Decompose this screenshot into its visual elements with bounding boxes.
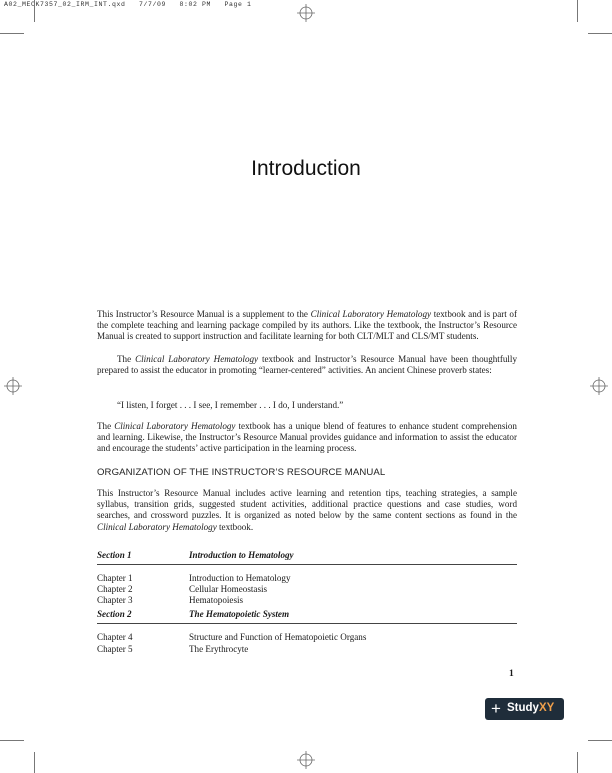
paragraph-4-text-before: This Instructor’s Resource Manual includes active learning and retention tips, teaching strategies, a sample syllabus, transition grids, suggested student activities, additional practice questions and case studies, word searches, and crossword puzzles. It is organized as noted below by the same content sections as found in the	[97, 488, 517, 521]
paragraph-1-book-title: Clinical Laboratory Hematology	[310, 309, 432, 319]
page-title: Introduction	[251, 157, 361, 180]
paragraph-3-book-title: Clinical Laboratory Hematology	[114, 421, 236, 431]
studyxy-badge[interactable]	[485, 698, 564, 720]
paragraph-1-text-before: This Instructor’s Resource Manual is a supplement to the	[97, 309, 311, 319]
paragraph-1-text-after: textbook and is part of the complete teaching and learning package compiled by its authors. Like the textbook, the Instructor’s Resource Manual is created to support instruction and facilitate learning for both CLT/MLT and CLS/MT students.	[97, 309, 518, 342]
chapter-row	[97, 584, 517, 595]
section-title: The Hematopoietic System	[189, 609, 290, 619]
registration-mark-bottom	[297, 751, 315, 769]
chapter-title: Structure and Function of Hematopoietic Organs	[189, 632, 367, 642]
chapter-label: Chapter 3	[97, 595, 133, 605]
chapter-label: Chapter 5	[97, 644, 133, 654]
chapter-row	[97, 632, 517, 643]
crop-mark-top-left-v	[34, 0, 35, 22]
crop-mark-top-right-h	[588, 33, 612, 34]
chapter-title: The Erythrocyte	[189, 644, 249, 654]
badge-accent: XY	[538, 702, 555, 714]
badge-label	[507, 702, 554, 714]
registration-mark-right	[590, 377, 608, 395]
paragraph-4-text-after: textbook.	[216, 521, 254, 532]
chapter-label: Chapter 2	[97, 584, 133, 594]
chapter-label: Chapter 4	[97, 632, 133, 642]
chapter-row	[97, 573, 517, 584]
chapter-label: Chapter 1	[97, 573, 133, 583]
chapter-title: Hematopoiesis	[189, 595, 244, 605]
badge-prefix: Study	[507, 702, 539, 714]
section-row	[97, 550, 517, 561]
chapter-title: Introduction to Hematology	[189, 573, 291, 583]
paragraph-1	[97, 309, 517, 343]
crop-mark-top-left-h	[0, 33, 24, 34]
chapter-row	[97, 595, 517, 606]
paragraph-3-text-after: textbook has a unique blend of features to enhance student comprehension and learning. Likewise, the Instructor’s Resource Manual provides guidance and information to assist the educator and encourage the students’ active participation in the learning process.	[97, 421, 517, 454]
chapter-title: Cellular Homeostasis	[189, 584, 268, 594]
crop-mark-bottom-right-v	[577, 752, 578, 773]
section-heading: ORGANIZATION OF THE INSTRUCTOR’S RESOURCE MANUAL	[97, 467, 386, 478]
section-label: Section 1	[97, 550, 132, 560]
paragraph-2-text-before: The	[117, 354, 136, 364]
crop-mark-bottom-left-h	[0, 740, 24, 741]
registration-mark-left	[4, 377, 22, 395]
chapter-row	[97, 644, 517, 655]
section-label: Section 2	[97, 609, 132, 619]
section-rule	[97, 623, 517, 624]
page-number: 1	[509, 669, 514, 679]
plus-icon: +	[491, 699, 501, 718]
paragraph-2-book-title: Clinical Laboratory Hematology	[135, 354, 259, 364]
paragraph-3-text-before: The	[97, 421, 115, 431]
section-rule	[97, 564, 517, 565]
paragraph-4-book-title: Clinical Laboratory Hematology	[97, 521, 217, 532]
paragraph-2-text-after: textbook and Instructor’s Resource Manual have been thoughtfully prepared to assist the educator in promoting “learner-centered” activities. An ancient Chinese proverb states:	[97, 354, 517, 376]
section-row	[97, 609, 517, 620]
crop-mark-bottom-left-v	[34, 752, 35, 773]
paragraph-2	[97, 354, 517, 376]
registration-mark-top	[297, 4, 315, 22]
section-title: Introduction to Hematology	[189, 550, 294, 560]
crop-mark-bottom-right-h	[588, 740, 612, 741]
paragraph-3	[97, 421, 517, 455]
proverb-quote: “I listen, I forget . . . I see, I remember . . . I do, I understand.”	[117, 400, 344, 410]
print-slug: A02_MECK7357_02_IRM_INT.qxd 7/7/09 8:02 PM Page 1	[4, 1, 252, 8]
crop-mark-top-right-v	[577, 0, 578, 22]
paragraph-4	[97, 488, 517, 533]
